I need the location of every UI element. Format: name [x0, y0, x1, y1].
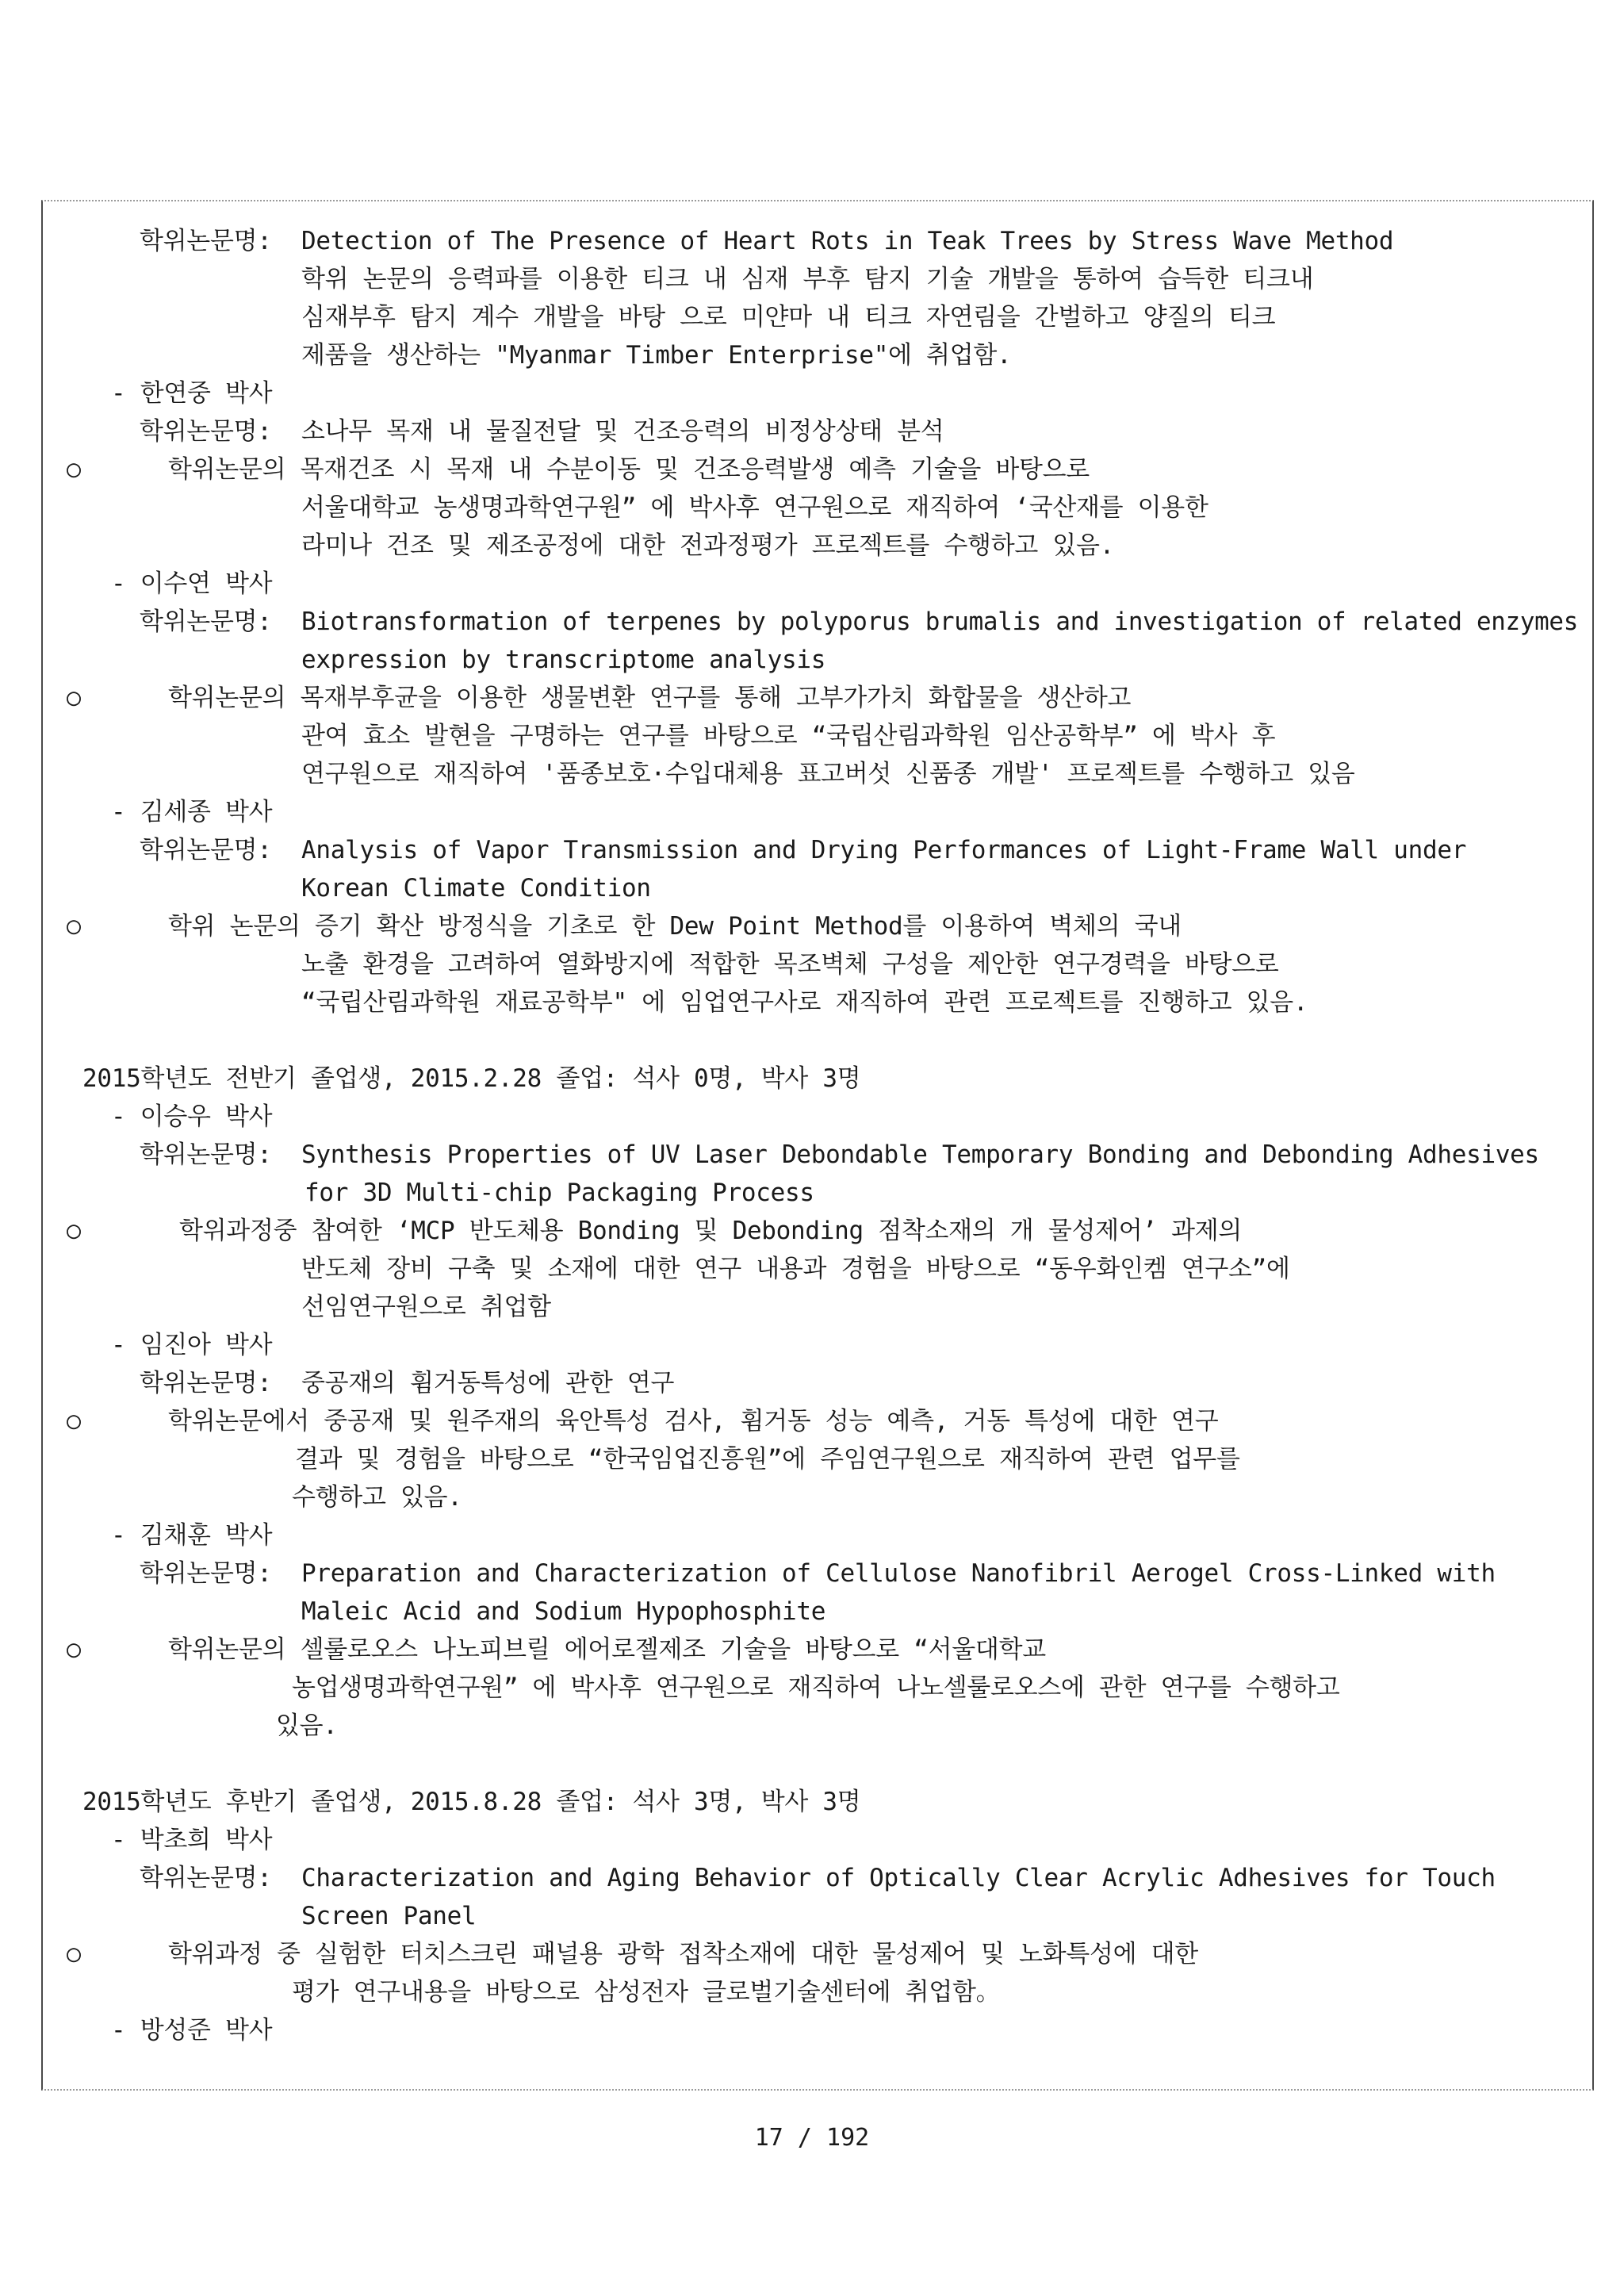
career-line: 학위논문의 목재부후균을 이용한 생물변환 연구를 통해 고부가가치 화합물을 생산하고 [168, 684, 1132, 712]
thesis-title-line: 소나무 목재 내 물질전달 및 건조응력의 비정상상태 분석 [301, 417, 944, 446]
career-line: “국립산림과학원 재료공학부" 에 임업연구사로 재직하여 관련 프로젝트를 진행하고 있음. [301, 988, 1308, 1017]
career-line: 수행하고 있음. [292, 1483, 462, 1512]
section-heading: 2015학년도 전반기 졸업생, 2015.2.28 졸업: 석사 0명, 박사 3명 [82, 1064, 861, 1093]
career-line: 학위논문의 목재건조 시 목재 내 수분이동 및 건조응력발생 예측 기술을 바탕으로 [168, 455, 1090, 484]
thesis-label: 학위논문명: [140, 1559, 272, 1588]
thesis-title-line: expression by transcriptome analysis [301, 646, 826, 674]
thesis-title-line: Korean Climate Condition [301, 874, 651, 903]
thesis-title-line: for 3D Multi-chip Packaging Process [304, 1179, 814, 1207]
career-line: 농업생명과학연구원” 에 박사후 연구원으로 재직하여 나노셀룰로오스에 관한 연구를 수행하고 [292, 1673, 1340, 1702]
career-line: 심재부후 탐지 계수 개발을 바탕 으로 미얀마 내 티크 자연림을 간벌하고 양질의 티크 [301, 303, 1276, 332]
thesis-title-line: Characterization and Aging Behavior of Optically Clear Acrylic Adhesives for Touch [301, 1864, 1496, 1892]
bullet-icon: ○ [67, 1635, 82, 1663]
career-line: 평가 연구내용을 바탕으로 삼성전자 글로벌기술센터에 취업함。 [292, 1978, 1001, 2007]
thesis-title-line: Preparation and Characterization of Cellulose Nanofibril Aerogel Cross-Linked with [301, 1559, 1496, 1588]
thesis-title-line: Synthesis Properties of UV Laser Debondable Temporary Bonding and Debonding Adhesives [301, 1140, 1539, 1169]
career-line: 학위논문의 셀룰로오스 나노피브릴 에어로젤제조 기술을 바탕으로 “서울대학교 [168, 1635, 1046, 1664]
career-line: 서울대학교 농생명과학연구원” 에 박사후 연구원으로 재직하여 ‘국산재를 이용한 [301, 493, 1208, 522]
bullet-icon: ○ [67, 1940, 82, 1968]
section-heading: 2015학년도 후반기 졸업생, 2015.8.28 졸업: 석사 3명, 박사 3명 [82, 1788, 861, 1816]
career-line: 결과 및 경험을 바탕으로 “한국임업진흥원”에 주임연구원으로 재직하여 관련 업무를 [295, 1445, 1240, 1474]
graduate-name: - 김세종 박사 [111, 798, 273, 826]
page-number: 17 / 192 [754, 2124, 870, 2152]
thesis-label: 학위논문명: [140, 1140, 272, 1169]
career-line: 제품을 생산하는 "Myanmar Timber Enterprise"에 취업함. [301, 341, 1012, 370]
thesis-title-line: Screen Panel [301, 1902, 477, 1930]
thesis-label: 학위논문명: [140, 1369, 272, 1397]
thesis-label: 학위논문명: [140, 227, 272, 255]
bullet-icon: ○ [67, 1217, 82, 1244]
thesis-title-line: 중공재의 휨거동특성에 관한 연구 [301, 1369, 675, 1397]
career-line: 학위 논문의 증기 확산 방정식을 기초로 한 Dew Point Method를 이용하여 벽체의 국내 [168, 912, 1182, 941]
graduate-name: - 임진아 박사 [111, 1331, 273, 1359]
thesis-title-line: Analysis of Vapor Transmission and Drying Performances of Light-Frame Wall under [301, 836, 1467, 864]
bullet-icon: ○ [67, 684, 82, 711]
career-line: 라미나 건조 및 제조공정에 대한 전과정평가 프로젝트를 수행하고 있음. [301, 531, 1115, 560]
career-line: 있음. [276, 1711, 338, 1740]
bullet-icon: ○ [67, 912, 82, 940]
bullet-icon: ○ [67, 455, 82, 483]
thesis-label: 학위논문명: [140, 1864, 272, 1892]
graduate-name: - 이승우 박사 [111, 1102, 273, 1131]
thesis-label: 학위논문명: [140, 608, 272, 636]
graduate-name: - 방성준 박사 [111, 2016, 273, 2045]
thesis-label: 학위논문명: [140, 836, 272, 864]
career-line: 반도체 장비 구축 및 소재에 대한 연구 내용과 경험을 바탕으로 “동우화인켐 연구소”에 [301, 1255, 1290, 1283]
graduate-name: - 박초희 박사 [111, 1826, 273, 1854]
graduate-name: - 이수연 박사 [111, 569, 273, 598]
thesis-title-line: Detection of The Presence of Heart Rots in Teak Trees by Stress Wave Method [301, 227, 1394, 255]
career-line: 관여 효소 발현을 구명하는 연구를 바탕으로 “국립산림과학원 임산공학부” 에 박사 후 [301, 722, 1276, 750]
career-line: 선임연구원으로 취업함 [301, 1293, 551, 1321]
career-line: 학위과정중 참여한 ‘MCP 반도체용 Bonding 및 Debonding 점착소재의 개 물성제어’ 과제의 [179, 1217, 1243, 1245]
graduate-name: - 김채훈 박사 [111, 1521, 273, 1550]
graduate-name: - 한연중 박사 [111, 379, 273, 408]
bullet-icon: ○ [67, 1407, 82, 1435]
career-line: 학위논문에서 중공재 및 원주재의 육안특성 검사, 휨거동 성능 예측, 거동 특성에 대한 연구 [168, 1407, 1219, 1435]
career-line: 노출 환경을 고려하여 열화방지에 적합한 목조벽체 구성을 제안한 연구경력을 바탕으로 [301, 950, 1279, 979]
thesis-label: 학위논문명: [140, 417, 272, 446]
thesis-title-line: Biotransformation of terpenes by polyporus brumalis and investigation of related enzymes [301, 608, 1579, 636]
thesis-title-line: Maleic Acid and Sodium Hypophosphite [301, 1597, 826, 1626]
career-line: 학위과정 중 실험한 터치스크린 패널용 광학 접착소재에 대한 물성제어 및 노화특성에 대한 [168, 1940, 1198, 1968]
career-line: 학위 논문의 응력파를 이용한 티크 내 심재 부후 탐지 기술 개발을 통하여 습득한 티크내 [301, 265, 1314, 293]
career-line: 연구원으로 재직하여 '품종보호·수입대체용 표고버섯 신품종 개발' 프로젝트를 수행하고 있음 [301, 760, 1355, 788]
